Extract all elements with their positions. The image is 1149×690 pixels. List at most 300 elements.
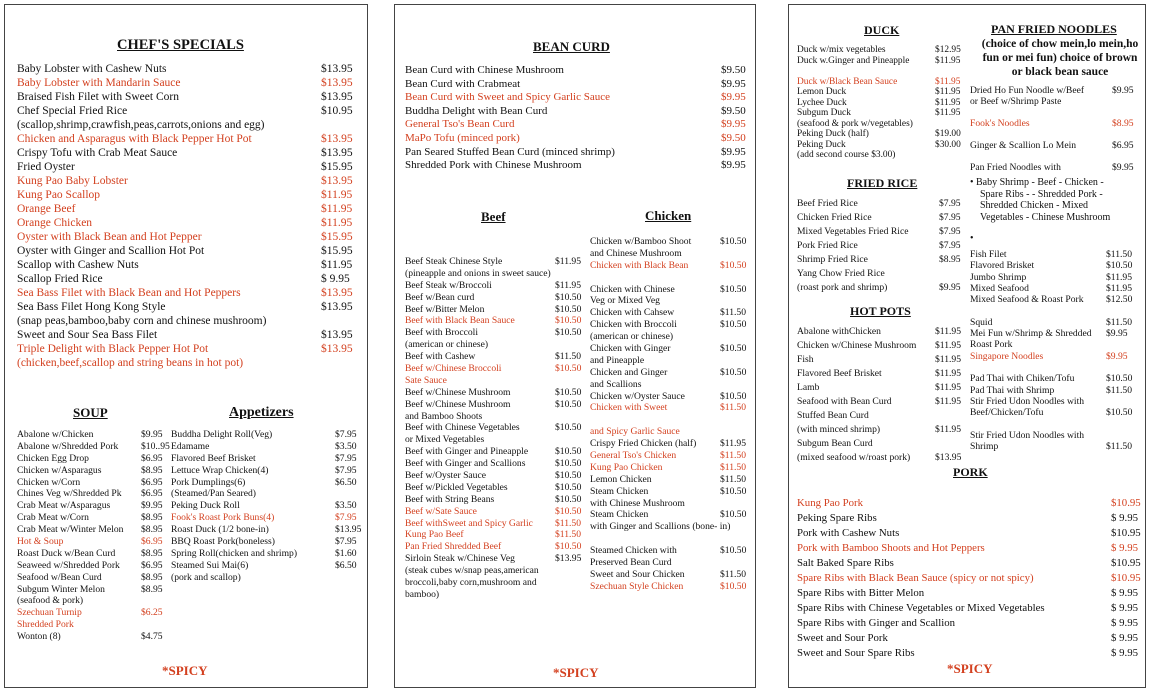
item-price: $9.95	[141, 429, 163, 440]
menu-item	[797, 616, 1143, 631]
menu-item	[797, 423, 967, 437]
menu-item	[590, 545, 749, 557]
item-price: $9.95	[721, 77, 746, 90]
menu-item	[590, 402, 749, 414]
item-name: Beef withSweet and Spicy Garlic	[405, 517, 533, 529]
menu-item	[970, 118, 1140, 129]
menu-item	[17, 76, 357, 90]
menu-item	[797, 395, 967, 409]
item-name: Sweet and Sour Spare Ribs	[797, 647, 915, 659]
item-name: Chicken w/Chinese Mushroom	[797, 340, 917, 351]
menu-item	[17, 584, 169, 596]
item-name: (snap peas,bamboo,baby corn and chinese mushroom)	[17, 315, 267, 327]
menu-item	[970, 305, 1140, 316]
item-price: $11.95	[935, 76, 961, 87]
item-name: Seafood with Bean Curd	[797, 396, 892, 407]
item-price: $11.95	[321, 217, 353, 229]
item-name: Sea Bass Filet Hong Kong Style	[17, 301, 166, 313]
item-price: $ 9.95	[1111, 512, 1138, 524]
item-name: Beef w/Chinese Mushroom	[405, 398, 511, 410]
item-price: $6.95	[141, 452, 163, 464]
item-name: Szechuan Style Chicken	[590, 580, 684, 592]
item-price: $6.95	[141, 488, 163, 500]
item-name: Fried Oyster	[17, 161, 75, 173]
item-name: Salt Baked Spare Ribs	[797, 557, 894, 569]
item-name: Shrimp Fried Rice	[797, 254, 868, 265]
item-price: $10.50	[555, 458, 582, 470]
menu-item	[405, 256, 585, 268]
item-price: $11.95	[935, 354, 962, 365]
item-name: Peking Duck	[797, 139, 846, 150]
item-price: $9.95	[721, 91, 746, 104]
menu-item	[590, 355, 749, 367]
item-price: $3.50	[335, 500, 357, 512]
item-name: Beef with Black Bean Sauce	[405, 315, 515, 327]
item-price: $10.50	[720, 580, 747, 592]
item-price: $11.50	[1106, 441, 1133, 453]
menu-item	[590, 474, 749, 486]
menu-item	[405, 434, 585, 446]
item-name: or Beef w/Shrimp Paste	[970, 96, 1062, 107]
menu-item	[590, 521, 749, 533]
item-price: $11.95	[935, 87, 961, 97]
item-name: Chicken with Black Bean	[590, 259, 689, 271]
chefs-specials-list	[17, 62, 357, 370]
item-price: $6.25	[141, 607, 163, 619]
item-name: Chicken w/Bamboo Shoot	[590, 236, 692, 247]
item-price: $11.50	[720, 461, 747, 473]
item-price: $11.95	[935, 382, 962, 393]
pan-fried-noodles-title: PAN FRIED NOODLES	[991, 22, 1117, 36]
item-name: Pork with Bamboo Shoots and Hot Peppers	[797, 542, 985, 554]
item-price: $10.50	[1106, 407, 1133, 419]
menu-item	[797, 253, 967, 267]
item-price: $10.50	[1106, 373, 1133, 385]
menu-item	[405, 506, 585, 518]
item-price: $11.95	[935, 396, 962, 407]
item-name: Chicken with Cahsew	[590, 307, 675, 319]
menu-item	[405, 327, 585, 339]
item-name: Crab Meat w/Asparagus	[17, 500, 111, 512]
item-price: $10.95	[321, 105, 353, 117]
menu-item	[405, 446, 585, 458]
item-name: Stir Fried Udon Noodles with	[970, 429, 1085, 441]
menu-item	[970, 151, 1140, 162]
item-price: $11.95	[321, 259, 353, 271]
item-price: $9.95	[1112, 85, 1134, 96]
menu-item	[797, 325, 967, 339]
item-name: Steamed Sui Mai(6)	[171, 559, 249, 571]
item-name: Crispy Tofu with Crab Meat Sauce	[17, 147, 178, 159]
menu-item	[405, 458, 585, 470]
menu-item	[17, 524, 169, 536]
item-name: Beef with Broccoli	[405, 327, 478, 339]
item-name: Baby Lobster with Cashew Nuts	[17, 63, 167, 75]
item-name: Beef w/Chinese Broccoli	[405, 363, 502, 375]
item-name: Fook's Noodles	[970, 118, 1030, 129]
menu-item	[17, 258, 357, 272]
menu-item	[171, 453, 359, 465]
item-price: $8.95	[1112, 118, 1134, 129]
item-price: $10.50	[720, 319, 747, 331]
menu-item	[405, 518, 585, 530]
item-name: Bean Curd with Chinese Mushroom	[405, 64, 564, 76]
menu-item	[171, 465, 359, 477]
item-name: Subgum Winter Melon	[17, 583, 105, 595]
menu-item	[970, 272, 1140, 283]
menu-item	[970, 294, 1140, 305]
item-name: Buddha Delight Roll(Veg)	[171, 429, 273, 440]
menu-item	[970, 283, 1140, 294]
menu-item	[590, 367, 749, 379]
menu-item	[970, 373, 1140, 384]
item-name: Sweet and Sour Chicken	[590, 568, 685, 580]
item-name: Beef with Cashew	[405, 351, 476, 363]
item-name: Sea Bass Filet with Black Bean and Hot Peppers	[17, 287, 241, 299]
menu-item	[405, 565, 585, 577]
chefs-specials-title: CHEF'S SPECIALS	[117, 37, 244, 53]
menu-item	[590, 533, 749, 545]
item-price: $15.95	[321, 245, 353, 257]
item-price: $12.50	[1106, 294, 1133, 306]
item-price: $7.95	[335, 464, 357, 476]
item-price: $10.50	[720, 236, 747, 247]
item-price: $10.50	[555, 398, 582, 410]
item-price: $10.50	[720, 343, 747, 355]
menu-item	[590, 260, 749, 272]
menu-item	[970, 96, 1140, 107]
item-name: Preserved Bean Curd	[590, 557, 672, 569]
item-name: Chicken w/Asparagus	[17, 464, 102, 476]
menu-item	[17, 488, 169, 500]
menu-item	[17, 631, 169, 643]
item-price: $8.95	[141, 464, 163, 476]
item-price: $10.50	[555, 493, 582, 505]
noodles-subtitle-line: or black bean sauce	[1011, 66, 1109, 78]
menu-item	[970, 385, 1140, 396]
item-price: $10.95	[1111, 557, 1141, 569]
item-price: $3.50	[335, 440, 357, 452]
menu-item	[17, 560, 169, 572]
item-name: Duck w/mix vegetables	[797, 45, 886, 55]
noodles-subtitle-line: fun or mei fun) choice of brown	[982, 52, 1138, 64]
item-price: $8.95	[141, 524, 163, 536]
chicken-list	[590, 236, 749, 593]
menu-item	[590, 236, 749, 248]
menu-item	[17, 465, 169, 477]
menu-item	[970, 441, 1140, 452]
menu-panel-1	[4, 4, 368, 688]
item-name: Sate Sauce	[405, 374, 447, 386]
menu-item	[405, 553, 585, 565]
item-name: Oyster with Ginger and Scallion Hot Pot	[17, 245, 205, 257]
item-name: Spare Ribs with Chinese Vegetables or Mixed Vegetables	[797, 602, 1045, 614]
menu-item	[590, 284, 749, 296]
item-name: (pork and scallop)	[171, 571, 241, 583]
menu-item	[797, 129, 967, 140]
item-price: $7.95	[335, 512, 357, 524]
menu-item	[590, 379, 749, 391]
menu-item	[405, 280, 585, 292]
bean-curd-list	[405, 64, 749, 173]
item-name: Beef Steak Chinese Style	[405, 256, 503, 267]
item-name: Chicken with Broccoli	[590, 319, 677, 331]
item-price: $10.50	[555, 363, 582, 375]
item-price: $10.50	[720, 259, 747, 271]
menu-item	[405, 64, 749, 78]
item-name: Kung Pao Chicken	[590, 461, 663, 473]
item-name: Peking Duck (half)	[797, 129, 869, 139]
fried-rice-list	[797, 197, 967, 295]
menu-item	[797, 526, 1143, 541]
item-price: $11.95	[555, 279, 582, 291]
menu-item	[590, 462, 749, 474]
hot-pots-list	[797, 325, 967, 465]
item-name: Lemon Duck	[797, 87, 847, 97]
item-price: $15.95	[321, 231, 353, 243]
item-name: (add second course $3.00)	[797, 150, 896, 160]
menu-item	[405, 470, 585, 482]
item-name: Crab Meat w/Winter Melon	[17, 524, 124, 536]
menu-item	[17, 429, 169, 441]
item-name: with Chinese Mushroom	[590, 497, 685, 509]
item-price: $7.95	[335, 536, 357, 548]
menu-item	[405, 91, 749, 105]
item-name: Beef w/Sate Sauce	[405, 505, 477, 517]
menu-item	[797, 496, 1143, 511]
menu-item	[970, 328, 1140, 339]
item-name: Pork with Cashew Nuts	[797, 527, 900, 539]
item-price: $10.50	[555, 386, 582, 398]
menu-item	[590, 295, 749, 307]
item-price: $13.95	[321, 91, 353, 103]
menu-item	[171, 512, 359, 524]
item-name: Spare Ribs with Ginger and Scallion	[797, 617, 956, 629]
item-name: (chicken,beef,scallop and string beans in hot pot)	[17, 357, 244, 369]
item-price: $6.95	[141, 559, 163, 571]
menu-item	[797, 211, 967, 225]
item-price: $ 9.95	[1111, 587, 1138, 599]
beef-list	[405, 256, 585, 601]
item-name: Kung Pao Scallop	[17, 189, 101, 201]
menu-item	[17, 272, 357, 286]
item-name: and Pineapple	[590, 354, 645, 366]
item-name: (seafood & pork w/vegetables)	[797, 118, 913, 129]
menu-item	[17, 441, 169, 453]
item-price: $10.95	[1111, 572, 1141, 584]
item-name: (american or chinese)	[405, 339, 489, 351]
item-name: (american or chinese)	[590, 331, 674, 343]
item-name: broccoli,baby corn,mushroom and	[405, 577, 537, 589]
menu-item	[405, 411, 585, 423]
noodles-subtitle-line: (choice of chow mein,lo mein,ho	[981, 38, 1139, 50]
item-name: Hot & Soup	[17, 536, 64, 548]
menu-item	[17, 477, 169, 489]
item-name: Beef w/Oyster Sauce	[405, 470, 486, 482]
menu-item	[797, 87, 967, 98]
spicy-note: *SPICY	[947, 661, 993, 676]
item-price: $11.95	[1106, 271, 1133, 283]
item-price: $13.95	[935, 452, 962, 463]
item-price: $15.95	[321, 161, 353, 173]
item-price: $ 9.95	[1111, 602, 1138, 614]
item-name: Kung Pao Baby Lobster	[17, 175, 128, 187]
appetizers-list	[171, 429, 362, 584]
item-name: Abalone withChicken	[797, 326, 881, 337]
item-name: General Tso's Chicken	[590, 450, 677, 462]
item-price: $7.95	[939, 212, 961, 223]
item-price: $6.50	[335, 559, 357, 571]
item-name: Mixed Vegetables Fried Rice	[797, 226, 909, 237]
item-name: Chicken and Asparagus with Black Pepper Hot Pot	[17, 133, 252, 145]
menu-item	[405, 577, 585, 589]
item-name: Beef/Chicken/Tofu	[970, 407, 1044, 419]
menu-item	[970, 407, 1140, 418]
item-price: $8.95	[939, 254, 961, 265]
item-name: Shredded Pork with Chinese Mushroom	[405, 159, 582, 172]
menu-item	[17, 536, 169, 548]
menu-item	[797, 98, 967, 109]
item-name: Spare Ribs with Black Bean Sauce (spicy or not spicy)	[797, 572, 1034, 584]
item-name: Stir Fried Udon Noodles with	[970, 395, 1085, 407]
item-name: Beef Steak w/Broccoli	[405, 279, 492, 291]
menu-item	[797, 45, 967, 56]
item-price: $10.50	[555, 470, 582, 482]
menu-item	[17, 244, 357, 258]
item-price: $11.95	[935, 326, 962, 337]
item-price: $10.50	[555, 327, 582, 339]
item-name: (scallop,shrimp,crawfish,peas,carrots,onions and egg)	[17, 119, 265, 131]
menu-item	[17, 132, 357, 146]
item-name: bamboo)	[405, 588, 440, 600]
menu-item	[970, 162, 1140, 173]
item-price: $13.95	[321, 287, 353, 299]
menu-item	[405, 78, 749, 92]
menu-item	[590, 391, 749, 403]
item-price: $7.95	[939, 240, 961, 251]
menu-item	[17, 188, 357, 202]
menu-item	[797, 66, 967, 77]
item-name: Pork Dumplings(6)	[171, 476, 246, 488]
menu-item	[17, 512, 169, 524]
menu-item	[17, 453, 169, 465]
menu-item	[171, 441, 359, 453]
noodles-list	[970, 85, 1140, 173]
menu-item	[797, 150, 967, 161]
item-name: Lamb	[797, 382, 820, 393]
noodles-choice-line: • Baby Shrimp - Beef - Chicken -	[970, 177, 1104, 188]
item-price: $7.95	[939, 226, 961, 237]
item-price: $9.95	[1106, 350, 1128, 362]
menu-item	[405, 292, 585, 304]
menu-item	[590, 343, 749, 355]
item-name: Jumbo Shrimp	[970, 271, 1027, 283]
item-name: Chicken with Ginger	[590, 343, 671, 355]
item-price: $ 9.95	[1111, 542, 1138, 554]
menu-item	[17, 104, 357, 118]
item-price: $10.50	[720, 390, 747, 402]
menu-item	[17, 314, 357, 328]
item-name: (Steamed/Pan Seared)	[171, 488, 256, 500]
menu-item	[797, 197, 967, 211]
item-name: Beef with Ginger and Pineapple	[405, 446, 529, 458]
item-price: $7.95	[335, 429, 357, 440]
item-price: $10.50	[555, 291, 582, 303]
item-name: Edamame	[171, 440, 210, 452]
item-price: $10.95	[1111, 527, 1141, 539]
item-price: $10.50	[1106, 260, 1133, 272]
item-price: $19.00	[935, 129, 961, 139]
appetizers-title: Appetizers	[229, 405, 294, 420]
item-name: Seaweed w/Shredded Pork	[17, 559, 120, 571]
menu-item	[171, 536, 359, 548]
item-name: Spring Roll(chicken and shrimp)	[171, 547, 298, 559]
item-name: Beef Fried Rice	[797, 198, 858, 209]
menu-item	[171, 560, 359, 572]
item-name: Yang Chow Fried Rice	[797, 268, 885, 279]
menu-item	[970, 430, 1140, 441]
menu-item	[970, 396, 1140, 407]
menu-item	[590, 319, 749, 331]
pork-list	[797, 496, 1143, 661]
noodles-bullet: •	[970, 233, 974, 244]
menu-item	[797, 119, 967, 130]
noodles-choice-line: Shredded Chicken - Mixed	[980, 200, 1089, 211]
item-name: (mixed seafood w/roast pork)	[797, 452, 911, 463]
item-name: Roast Duck (1/2 bone-in)	[171, 524, 269, 536]
item-name: Dried Ho Fun Noodle w/Beef	[970, 85, 1085, 96]
item-name: and Bamboo Shoots	[405, 410, 483, 422]
item-price: $10.50	[555, 505, 582, 517]
menu-item	[17, 62, 357, 76]
item-price: $8.95	[141, 571, 163, 583]
menu-item	[405, 132, 749, 146]
item-price: $11.50	[555, 351, 582, 363]
menu-item	[405, 315, 585, 327]
menu-item	[797, 646, 1143, 661]
item-price: $11.95	[720, 438, 747, 450]
item-name: Buddha Delight with Bean Curd	[405, 104, 548, 117]
item-name: Szechuan Turnip	[17, 607, 82, 619]
item-price: $4.75	[141, 631, 163, 643]
menu-item	[405, 351, 585, 363]
item-name: Roast Pork	[970, 339, 1013, 351]
item-name: Lettuce Wrap Chicken(4)	[171, 464, 269, 476]
item-name: Flavored Beef Brisket	[171, 452, 256, 464]
item-name: Peking Duck Roll	[171, 500, 240, 512]
item-name: with Ginger and Scallions (bone- in)	[590, 521, 731, 533]
item-price: $9.95	[1106, 328, 1128, 340]
spicy-note: *SPICY	[162, 663, 208, 678]
menu-item	[405, 482, 585, 494]
menu-item	[405, 399, 585, 411]
menu-item	[405, 159, 749, 173]
menu-item	[797, 108, 967, 119]
item-name: Chicken Fried Rice	[797, 212, 872, 223]
item-name: Bean Curd with Sweet and Spicy Garlic Sauce	[405, 91, 610, 104]
item-price: $13.95	[321, 343, 353, 355]
item-price: $11.95	[321, 189, 353, 201]
item-name: MaPo Tofu (minced pork)	[405, 131, 520, 144]
menu-item	[797, 409, 967, 423]
item-name: Baby Lobster with Mandarin Sauce	[17, 77, 181, 89]
item-price: $11.95	[1106, 282, 1133, 294]
menu-item	[405, 589, 585, 601]
item-name: Abalone w/Chicken	[17, 429, 94, 440]
noodles-choices	[970, 177, 1140, 245]
item-name: Pad Thai with Chiken/Tofu	[970, 373, 1075, 385]
menu-item	[405, 339, 585, 351]
